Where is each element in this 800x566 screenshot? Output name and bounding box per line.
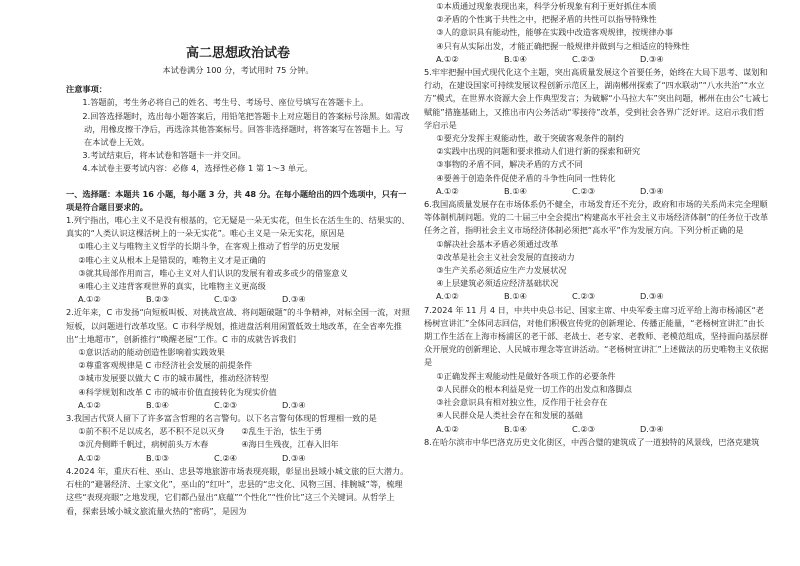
answer-option: B.②③: [146, 294, 169, 305]
question-stem: 7.2024 年 11 月 4 日，中共中央总书记、国家主席、中央军委主席习近平给上海市杨浦区“老杨树宣讲汇”全体同志回信，对他们积极宣传党的创新理论、传播正能量，“老杨树宣讲汇”由长期工作生活在上海市杨浦区的老干部、老战士、老专家、老教师、老模范组成，坚持面向基层群众开展党的创新理论、人民城市理念等宣讲活动。“老杨树宣讲汇”上述做法的历史唯物主义依据是: [424, 304, 769, 368]
answer-option: D.③④: [282, 452, 306, 463]
answer-option: A.①②: [436, 291, 459, 302]
question-statement: ①前不积不足以成名，恶不积不足以灭身 ②乱生于治，怯生于勇: [78, 426, 323, 437]
question: [424, 436, 772, 449]
question-statement: ③沉舟侧畔千帆过，病树前头万木春 ④海日生残夜，江春入旧年: [78, 439, 339, 450]
answer-option: C.②③: [572, 53, 595, 64]
answer-options: [424, 185, 772, 198]
answer-option: D.③④: [640, 185, 664, 196]
answer-option: B.①③: [146, 452, 169, 463]
right-questions: [424, 0, 772, 449]
answer-option: C.①③: [214, 294, 237, 305]
answer-options: [424, 53, 772, 66]
question-statement: ④上层建筑必须适应经济基础状况: [436, 278, 559, 289]
question-statement: ③生产关系必须适应生产力发展状况: [436, 265, 567, 276]
question-statement: ②人民群众的根本利益是党一切工作的出发点和落脚点: [436, 383, 632, 394]
exam-subtitle: 本试卷满分 100 分，考试用时 75 分钟。: [162, 65, 314, 75]
exam-title: 高二思想政治试卷: [185, 46, 290, 61]
answer-option: D.③④: [640, 291, 664, 302]
question: [66, 412, 410, 465]
answer-option: C.②③: [214, 399, 237, 410]
question: [66, 306, 410, 412]
answer-options: [424, 423, 772, 436]
answer-option: D.③④: [640, 423, 664, 434]
question: [424, 198, 772, 304]
question-stem: 3.我国古代贤人留下了许多富含哲理的名言警句。以下名言警句体现的哲理相一致的是: [66, 413, 377, 424]
answer-option: A.①②: [436, 53, 459, 64]
question-statement: ②改革是社会主义社会发展的直接动力: [436, 251, 575, 262]
answer-options: [66, 293, 410, 306]
question-statement: ③社会意识具有相对独立性，反作用于社会存在: [436, 397, 608, 408]
question-statement: ④要善于创造条件促使矛盾的斗争性向同一性转化: [436, 172, 616, 183]
notes-list: [66, 96, 410, 175]
question-statement: ③城市发展要以做大 C 市的城市属性，推动经济转型: [78, 373, 269, 384]
question-statement: ④唯心主义违背客观世界的真实，比唯物主义更高级: [78, 281, 266, 292]
question-statement: ④只有从实际出发，才能正确把握一般规律并做到与之相适应的特殊性: [436, 40, 690, 51]
answer-option: A.①②: [436, 423, 459, 434]
question-statement: ①要充分发挥主观能动性，敢于突破客观条件的制约: [436, 133, 624, 144]
answer-options: [66, 452, 410, 465]
note-item: 2.回答选择题时，选出每小题答案后，用铅笔把答题卡上对应题目的答案标号涂黑。如需改动，用橡皮擦干净后，再选涂其他答案标号。回答非选择题时，将答案写在答题卡上。写在本试卷上无效。: [82, 110, 410, 148]
question-stem: 1.列宁指出，唯心主义不是没有根基的，它无疑是一朵无实花，但生长在活生生的、结果实的、真实的“人类认识这棵活树上的一朵无实花”。唯心主义是一朵无实花，原因是: [66, 215, 410, 239]
note-item: 4.本试卷主要考试内容：必修 4，选择性必修 1 第 1～3 单元。: [82, 163, 313, 174]
question-statement: ②唯心主义从根本上是错误的，唯物主义才是正确的: [78, 254, 266, 265]
question-statement: ①解决社会基本矛盾必须通过改革: [436, 238, 559, 249]
answer-option: A.①②: [78, 399, 101, 410]
question-statement: ①唯心主义与唯物主义哲学的长期斗争，在客观上推动了哲学的历史发展: [78, 241, 340, 252]
left-column: [66, 0, 410, 518]
answer-option: B.①④: [146, 399, 169, 410]
question: [424, 304, 772, 436]
question-statement: ①意识活动的能动创造性影响着实践效果: [78, 347, 225, 358]
answer-option: A.①②: [78, 294, 101, 305]
note-item: 3.考试结束后，将本试卷和答题卡一并交回。: [82, 150, 246, 161]
notes-heading: 注意事项：: [66, 84, 107, 95]
question-stem: 6.我国高质量发展存在市场体系仍不健全，市场发育还不充分，政府和市场的关系尚未完全理顺等体制机制问题。党的二十届三中全会提出“构建高水平社会主义市场经济体制”的任务位于改革任务之首，指明社会主义市场经济体制必须把“高水平”作为发展方向。下列分析正确的是: [424, 199, 769, 236]
section1-heading: 一、选择题：本题共 16 小题，每小题 3 分，共 48 分。在每小题给出的四个选项中，只有一项是符合题目要求的。: [66, 188, 407, 212]
question-statement: ①本质通过现象表现出来，科学分析现象有利于更好抓住本质: [436, 1, 657, 11]
question-statement: ②实践中出现的问题和要求推动人们进行新的探索和研究: [436, 146, 641, 157]
answer-option: D.③④: [282, 399, 306, 410]
question-statement: ②矛盾的个性寓于共性之中，把握矛盾的共性可以指导特殊性: [436, 14, 657, 25]
answer-option: D.③④: [282, 294, 306, 305]
question: [424, 0, 772, 66]
left-questions: [66, 214, 410, 518]
answer-option: D.③④: [640, 53, 664, 64]
answer-option: C.②③: [572, 291, 595, 302]
answer-option: B.①④: [504, 53, 527, 64]
answer-option: A.①②: [78, 452, 101, 463]
question-statement: ④科学规划和改革 C 市的城市价值直接转化为现实价值: [78, 386, 277, 397]
question-stem: 5.牢牢把握中国式现代化这个主题，突出高质量发展这个首要任务，始终在大局下思考、谋划和行动，在建设国家可持续发展议程创新示范区上，湖南郴州探索了“四水联动”“八水共治”“水立方”模式，在世界水资源大会上作典型发言；为破解“小马拉大车”突出问题，郴州在由公“七减七赋能”措施基础上，又推出市内公务活动“零接待”改革，受到社会各界广泛好评。这启示我们哲学启示是: [424, 67, 769, 130]
question-statement: ③事物的矛盾不同，解决矛盾的方式不同: [436, 159, 583, 170]
answer-option: C.②③: [572, 185, 595, 196]
answer-options: [424, 290, 772, 303]
question-statement: ①正确发挥主观能动性是做好各项工作的必要条件: [436, 370, 616, 381]
right-column: [424, 0, 772, 449]
answer-option: B.①④: [504, 291, 527, 302]
answer-option: C.②③: [572, 423, 595, 434]
question-stem: 4.2024 年，重庆石柱、巫山、忠县等地旅游市场表现亮眼，彰显出县域小城文旅的巨大潜力。石柱的“避暑经济、土家文化”，巫山的“红叶”，忠县的“忠文化、风物三国、排腕城”等，梳理这些“表现亮眼”之地发现，它们都凸显出“底蕴”“个性化”“性价比”这三个关键词。从哲学上看，探索县域小城文旅流量火热的“密码”，是因为: [66, 465, 409, 516]
question: [66, 465, 410, 518]
question-stem: 8.在哈尔滨市中华巴洛克历史文化街区，中西合璧的建筑成了一道独特的风景线，巴洛克建筑: [424, 436, 760, 447]
question-statement: ③就其局部作用而言，唯心主义对人们认识的发展有着或多或少的借鉴意义: [78, 267, 348, 278]
note-item: 1.答题前，考生务必将自己的姓名、考生号、考场号、座位号填写在答题卡上。: [82, 97, 369, 108]
question: [424, 66, 772, 198]
answer-option: B.①④: [504, 185, 527, 196]
answer-option: B.①④: [504, 423, 527, 434]
question-statement: ②尊重客观规律是 C 市经济社会发展的前提条件: [78, 360, 253, 371]
answer-option: A.①②: [436, 185, 459, 196]
answer-options: [66, 399, 410, 412]
answer-option: C.②④: [214, 452, 237, 463]
question: [66, 214, 410, 306]
question-statement: ④人民群众是人类社会存在和发展的基础: [436, 410, 583, 421]
question-statement: ③人的意识具有能动性，能够在实践中改造客观规律，按规律办事: [436, 27, 673, 38]
question-stem: 2.近年来，C 市发扬“向短板叫板、对挑战宣战、将问题破题”的斗争精神，对标全国一流，对照短板，以问题进行改革攻坚。C 市科学规划，推进盘活利用闲置低效土地改革，在全省率先推出“土地超市”，创新推行“唤醒老屋”工作。C 市的成就告诉我们: [66, 307, 410, 344]
